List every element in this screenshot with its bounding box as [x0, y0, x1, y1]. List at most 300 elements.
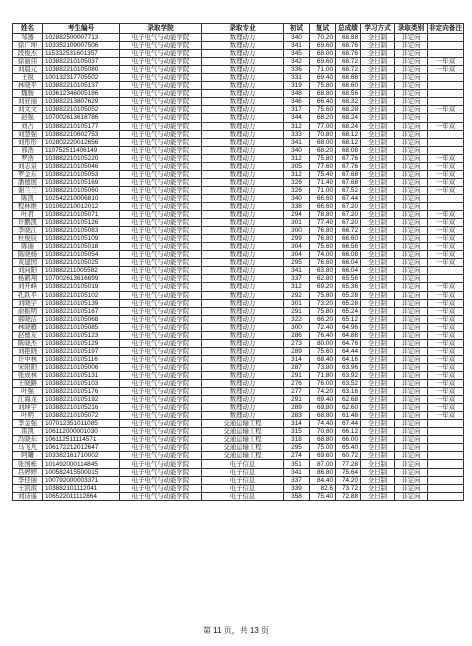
table-cell: 64.16 — [336, 355, 361, 363]
table-cell: 电子信息 — [202, 468, 284, 476]
table-cell: 交通运输工程 — [202, 436, 284, 444]
table-cell: 全日制 — [361, 186, 395, 194]
table-cell: 电子电气与动能学院 — [120, 444, 202, 452]
table-cell: 全日制 — [361, 371, 395, 379]
table-cell: 数理动力 — [202, 202, 284, 210]
table-row — [13, 66, 464, 74]
table-cell: 数理动力 — [202, 315, 284, 323]
table-cell: 69.60 — [310, 452, 336, 460]
table-cell: 71.00 — [310, 186, 336, 194]
table-cell: 一年双 — [428, 307, 464, 315]
table-cell: 林晓雁 — [13, 323, 43, 331]
table-cell: 63.16 — [336, 388, 361, 396]
table-cell: 70.20 — [310, 34, 336, 42]
table-cell: 刘慧强 — [13, 130, 43, 138]
table-cell: 68.76 — [336, 50, 361, 58]
table-cell: 刘开峰 — [13, 283, 43, 291]
table-cell: 67.20 — [336, 202, 361, 210]
table-cell: 电子电气与动能学院 — [120, 122, 202, 130]
table-cell: 101062210012012 — [43, 202, 120, 210]
table-cell: 103382161710002 — [43, 452, 120, 460]
table-cell: 一年双 — [428, 58, 464, 66]
table-cell: 刘诗遥 — [13, 492, 43, 500]
table-cell: 许鹏凯 — [13, 219, 43, 227]
table-cell: 非定向 — [395, 331, 428, 339]
table-cell: 电子电气与动能学院 — [120, 178, 202, 186]
table-cell: 全日制 — [361, 420, 395, 428]
table-row — [13, 243, 464, 251]
table-row — [13, 202, 464, 210]
table-cell: 67.68 — [336, 170, 361, 178]
table-cell: 非定向 — [395, 323, 428, 331]
table-cell — [428, 476, 464, 484]
table-cell: 陈丽 — [13, 243, 43, 251]
table-cell: 数理动力 — [202, 194, 284, 202]
table-cell: 俞振明 — [13, 307, 43, 315]
table-row — [13, 58, 464, 66]
table-cell: 67.52 — [336, 186, 361, 194]
table-cell: 数理动力 — [202, 323, 284, 331]
table-cell: 电子电气与动能学院 — [120, 186, 202, 194]
table-cell: 75.40 — [310, 170, 336, 178]
table-row — [13, 468, 464, 476]
table-cell: 非定向 — [395, 219, 428, 227]
table-cell: 冯晓东 — [13, 436, 43, 444]
table-cell: 电子电气与动能学院 — [120, 219, 202, 227]
table-cell: 电子电气与动能学院 — [120, 331, 202, 339]
table-cell: 全日制 — [361, 211, 395, 219]
table-cell: 全日制 — [361, 194, 395, 202]
table-cell: 非定向 — [395, 436, 428, 444]
table-cell: 286 — [284, 331, 310, 339]
table-row — [13, 178, 464, 186]
table-cell: 67.44 — [336, 194, 361, 202]
table-cell: 赵强 — [13, 114, 43, 122]
table-cell: 73.72 — [336, 484, 361, 492]
table-cell: 非定向 — [395, 34, 428, 42]
table-cell: 62.60 — [336, 404, 361, 412]
table-row — [13, 388, 464, 396]
table-cell: 312 — [284, 154, 310, 162]
table-cell: 数理动力 — [202, 74, 284, 82]
table-cell: 100132317705502 — [43, 74, 120, 82]
table-cell: 数理动力 — [202, 251, 284, 259]
table-cell: 全日制 — [361, 380, 395, 388]
table-cell: 326 — [284, 186, 310, 194]
table-cell: 305 — [284, 162, 310, 170]
table-cell: 电子电气与动能学院 — [120, 363, 202, 371]
table-cell: 段俊杰 — [13, 50, 43, 58]
table-cell: 王锐 — [13, 74, 43, 82]
table-cell: 李金强 — [13, 420, 43, 428]
table-cell: 318 — [284, 436, 310, 444]
table-cell: 312 — [284, 283, 310, 291]
table-cell: 76.60 — [310, 259, 336, 267]
table-cell: 82.6 — [310, 484, 336, 492]
table-cell: 289 — [284, 404, 310, 412]
table-cell: 全日制 — [361, 235, 395, 243]
table-cell: 110752511406149 — [43, 146, 120, 154]
table-cell: 103882210105046 — [43, 162, 120, 170]
table-cell: 68.60 — [336, 82, 361, 90]
table-cell: 刘晨元 — [13, 66, 43, 74]
table-cell: 数理动力 — [202, 170, 284, 178]
table-cell: 287 — [284, 363, 310, 371]
table-cell: 邢浩 — [13, 146, 43, 154]
table-cell: 数理动力 — [202, 122, 284, 130]
table-row — [13, 194, 464, 202]
table-cell: 全日制 — [361, 82, 395, 90]
table-cell: 68.00 — [310, 50, 336, 58]
table-cell: 非定向 — [395, 396, 428, 404]
table-cell: 69.60 — [310, 42, 336, 50]
table-cell: 68.08 — [336, 146, 361, 154]
table-cell: 数理动力 — [202, 162, 284, 170]
table-cell: 电子电气与动能学院 — [120, 484, 202, 492]
table-cell: 68.32 — [336, 98, 361, 106]
table-cell: 全日制 — [361, 219, 395, 227]
table-cell: 数理动力 — [202, 42, 284, 50]
table-row — [13, 138, 464, 146]
table-cell: 65.28 — [336, 291, 361, 299]
column-header: 非定向备注 — [429, 25, 462, 32]
table-cell: 非定向 — [395, 211, 428, 219]
table-cell: 283 — [284, 412, 310, 420]
table-cell: 叶君 — [13, 211, 43, 219]
table-cell: 103882210105216 — [43, 404, 120, 412]
table-cell: 339 — [284, 484, 310, 492]
table-cell: 84.40 — [310, 476, 336, 484]
table-cell: 103882210105018 — [43, 243, 120, 251]
table-cell — [428, 114, 464, 122]
table-cell: 刘向阳 — [13, 267, 43, 275]
table-cell: 交通运输工程 — [202, 428, 284, 436]
table-cell: 数理动力 — [202, 380, 284, 388]
table-cell: 315 — [284, 428, 310, 436]
table-cell: 358 — [284, 492, 310, 500]
table-cell: 348 — [284, 90, 310, 98]
table-cell: 63.52 — [336, 380, 361, 388]
table-cell: 数理动力 — [202, 235, 284, 243]
table-cell: 67.20 — [336, 211, 361, 219]
table-cell: 非定向 — [395, 412, 428, 420]
table-cell: 60.72 — [336, 452, 361, 460]
table-cell: 全日制 — [361, 355, 395, 363]
table-cell: 63.80 — [310, 267, 336, 275]
table-cell — [428, 50, 464, 58]
table-cell: 一年双 — [428, 283, 464, 291]
table-cell — [428, 468, 464, 476]
table-cell: 非定向 — [395, 106, 428, 114]
table-cell: 非定向 — [395, 58, 428, 66]
table-cell: 64.44 — [336, 347, 361, 355]
table-cell: 电子电气与动能学院 — [120, 170, 202, 178]
table-cell: 赵德友 — [13, 331, 43, 339]
table-cell: 电子信息 — [202, 476, 284, 484]
table-cell: 一年双 — [428, 251, 464, 259]
table-cell: 全日制 — [361, 323, 395, 331]
table-cell: 王晓路 — [13, 380, 43, 388]
table-cell — [428, 202, 464, 210]
table-cell: 全日制 — [361, 412, 395, 420]
table-cell — [428, 138, 464, 146]
table-cell: 非定向 — [395, 82, 428, 90]
table-row — [13, 162, 464, 170]
table-cell: 数理动力 — [202, 275, 284, 283]
table-cell: 322 — [284, 315, 310, 323]
table-cell: 全日制 — [361, 98, 395, 106]
table-cell: 106172212012647 — [43, 444, 120, 452]
table-cell: 78.80 — [310, 211, 336, 219]
table-cell: 106112000001030 — [43, 428, 120, 436]
table-cell: 103882210105019 — [43, 283, 120, 291]
table-cell: 103882210105220 — [43, 154, 120, 162]
column-header: 考生编号 — [43, 24, 120, 34]
table-cell: 103882210105072 — [43, 412, 120, 420]
column-header: 初试 — [284, 24, 310, 34]
table-cell: 103882101112041 — [43, 484, 120, 492]
table-cell: 电子电气与动能学院 — [120, 299, 202, 307]
table-cell: 115332531601357 — [43, 50, 120, 58]
table-cell: 全日制 — [361, 291, 395, 299]
table-cell: 106112511114571 — [43, 436, 120, 444]
table-cell: 75.40 — [310, 492, 336, 500]
table-cell: 李佳丽 — [13, 476, 43, 484]
table-cell — [428, 130, 464, 138]
table-cell: 电子电气与动能学院 — [120, 388, 202, 396]
table-cell: 一年双 — [428, 235, 464, 243]
table-cell: 一年双 — [428, 380, 464, 388]
table-cell: 75.80 — [310, 154, 336, 162]
table-cell — [428, 452, 464, 460]
table-cell: 全日制 — [361, 404, 395, 412]
table-cell: 非定向 — [395, 371, 428, 379]
table-cell: 100582415500015 — [43, 468, 120, 476]
table-row — [13, 267, 464, 275]
table-cell: 非定向 — [395, 194, 428, 202]
table-cell: 电子电气与动能学院 — [120, 404, 202, 412]
table-cell: 非定向 — [395, 283, 428, 291]
table-cell: 103882210602753 — [43, 130, 120, 138]
table-cell: 数理动力 — [202, 363, 284, 371]
table-cell: 电子电气与动能学院 — [120, 58, 202, 66]
table-row — [13, 315, 464, 323]
table-cell: 电子电气与动能学院 — [120, 114, 202, 122]
table-cell: 一年双 — [428, 363, 464, 371]
table-cell: 非定向 — [395, 492, 428, 500]
table-cell: 非定向 — [395, 259, 428, 267]
table-row — [13, 34, 464, 42]
table-cell: 数理动力 — [202, 90, 284, 98]
table-cell: 数理动力 — [202, 243, 284, 251]
table-cell: 全日制 — [361, 202, 395, 210]
table-row — [13, 396, 464, 404]
table-cell: 电子电气与动能学院 — [120, 307, 202, 315]
table-cell: 全日制 — [361, 299, 395, 307]
table-cell: 73.20 — [310, 299, 336, 307]
table-cell: 数理动力 — [202, 186, 284, 194]
table-row — [13, 50, 464, 58]
table-cell: 66.40 — [310, 98, 336, 106]
table-cell: 68.12 — [336, 138, 361, 146]
table-cell: 333 — [284, 130, 310, 138]
table-cell: 全日制 — [361, 363, 395, 371]
table-cell: 数理动力 — [202, 82, 284, 90]
table-cell: 74.00 — [310, 251, 336, 259]
table-cell: 74.40 — [310, 420, 336, 428]
table-row — [13, 371, 464, 379]
table-cell: 非定向 — [395, 388, 428, 396]
table-cell: 电子电气与动能学院 — [120, 339, 202, 347]
table-cell: 电子电气与动能学院 — [120, 291, 202, 299]
table-cell: 全日制 — [361, 331, 395, 339]
table-cell: 杜俊辰 — [13, 235, 43, 243]
table-cell: 292 — [284, 291, 310, 299]
table-cell: 全日制 — [361, 146, 395, 154]
table-cell: 一年双 — [428, 412, 464, 420]
table-row — [13, 146, 464, 154]
table-cell: 294 — [284, 211, 310, 219]
table-cell: 67.68 — [336, 178, 361, 186]
table-cell: 交通运输工程 — [202, 452, 284, 460]
table-cell: 数理动力 — [202, 307, 284, 315]
table-cell: 全日制 — [361, 58, 395, 66]
table-cell: 刘占 — [13, 122, 43, 130]
table-cell: 全日制 — [361, 476, 395, 484]
column-header: 录取类别 — [395, 24, 428, 34]
table-row — [13, 275, 464, 283]
table-cell: 103882210105167 — [43, 307, 120, 315]
table-cell: 289 — [284, 347, 310, 355]
table-cell: 全日制 — [361, 74, 395, 82]
table-row — [13, 404, 464, 412]
table-cell: 68.28 — [336, 106, 361, 114]
table-cell: 103882210105116 — [43, 355, 120, 363]
table-cell: 非定向 — [395, 235, 428, 243]
table-cell: 65.12 — [336, 315, 361, 323]
table-cell: 337 — [284, 275, 310, 283]
table-cell — [428, 194, 464, 202]
table-cell: 103882210105060 — [43, 186, 120, 194]
table-cell: 一年双 — [428, 186, 464, 194]
table-cell: 69.20 — [310, 283, 336, 291]
table-cell: 65.36 — [336, 283, 361, 291]
table-cell: 一年双 — [428, 404, 464, 412]
table-row — [13, 476, 464, 484]
table-row — [13, 452, 464, 460]
table-cell: 非定向 — [395, 66, 428, 74]
table-cell: 叶明 — [13, 412, 43, 420]
table-cell: 电子电气与动能学院 — [120, 74, 202, 82]
table-cell: 刘坤宇 — [13, 404, 43, 412]
table-cell: 69.40 — [310, 74, 336, 82]
table-cell: 非定向 — [395, 162, 428, 170]
table-cell: 64.76 — [336, 339, 361, 347]
table-cell: 64.96 — [336, 323, 361, 331]
table-cell: 101492000114845 — [43, 460, 120, 468]
table-cell: 非定向 — [395, 170, 428, 178]
table-cell: 非定向 — [395, 339, 428, 347]
table-cell: 电子电气与动能学院 — [120, 436, 202, 444]
table-cell: 103882210105169 — [43, 178, 120, 186]
table-cell: 102882500007713 — [43, 34, 120, 42]
table-cell: 全日制 — [361, 444, 395, 452]
table-cell: 非定向 — [395, 307, 428, 315]
table-cell: 电子电气与动能学院 — [120, 98, 202, 106]
table-body — [13, 34, 464, 501]
table-cell: 电子电气与动能学院 — [120, 323, 202, 331]
table-cell: 徐广坤 — [13, 42, 43, 50]
table-cell: 103882210105103 — [43, 380, 120, 388]
table-cell: 电子信息 — [202, 492, 284, 500]
table-cell: 314 — [284, 355, 310, 363]
table-cell: 电子电气与动能学院 — [120, 259, 202, 267]
table-cell: 65.24 — [336, 307, 361, 315]
table-cell: 一年双 — [428, 299, 464, 307]
table-cell: 295 — [284, 444, 310, 452]
table-cell — [428, 146, 464, 154]
table-cell: 非定向 — [395, 484, 428, 492]
table-cell: 66.00 — [336, 436, 361, 444]
table-cell: 75.80 — [310, 291, 336, 299]
table-cell: 电子电气与动能学院 — [120, 130, 202, 138]
table-cell — [428, 444, 464, 452]
column-header: 学习方式 — [361, 24, 395, 34]
table-cell: 68.80 — [310, 436, 336, 444]
table-cell: 317 — [284, 106, 310, 114]
table-cell: 张成林 — [13, 371, 43, 379]
table-cell: 宋阳阳 — [13, 363, 43, 371]
table-cell: 刘志泉 — [13, 162, 43, 170]
table-cell — [428, 98, 464, 106]
table-cell: 电子电气与动能学院 — [120, 315, 202, 323]
table-cell: 一年双 — [428, 339, 464, 347]
table-cell: 数理动力 — [202, 404, 284, 412]
table-cell: 数理动力 — [202, 396, 284, 404]
table-row — [13, 291, 464, 299]
table-cell: 103882210105102 — [43, 291, 120, 299]
table-row — [13, 444, 464, 452]
table-cell: 电子电气与动能学院 — [120, 452, 202, 460]
table-cell: 全日制 — [361, 339, 395, 347]
table-cell: 68.56 — [336, 90, 361, 98]
table-cell: 电子电气与动能学院 — [120, 82, 202, 90]
table-cell: 电子电气与动能学院 — [120, 468, 202, 476]
table-cell: 74.20 — [310, 388, 336, 396]
table-cell: 电子电气与动能学院 — [120, 235, 202, 243]
table-cell: 电子电气与动能学院 — [120, 202, 202, 210]
table-cell: 一年双 — [428, 259, 464, 267]
table-cell: 77.40 — [310, 219, 336, 227]
table-cell: 69.80 — [310, 404, 336, 412]
table-cell: 数理动力 — [202, 66, 284, 74]
table-cell: 数理动力 — [202, 267, 284, 275]
table-cell: 346 — [284, 98, 310, 106]
table-cell: 全日制 — [361, 452, 395, 460]
table-cell: 全日制 — [361, 428, 395, 436]
table-cell: 71.80 — [310, 371, 336, 379]
table-cell: 电子电气与动能学院 — [120, 66, 202, 74]
table-row — [13, 363, 464, 371]
table-row — [13, 98, 464, 106]
table-cell: 叶强 — [13, 388, 43, 396]
table-row — [13, 420, 464, 428]
table-cell: 非定向 — [395, 146, 428, 154]
table-cell: 291 — [284, 307, 310, 315]
table-cell: 全日制 — [361, 34, 395, 42]
column-header: 总成绩 — [336, 24, 361, 34]
table-cell: 66.72 — [336, 227, 361, 235]
